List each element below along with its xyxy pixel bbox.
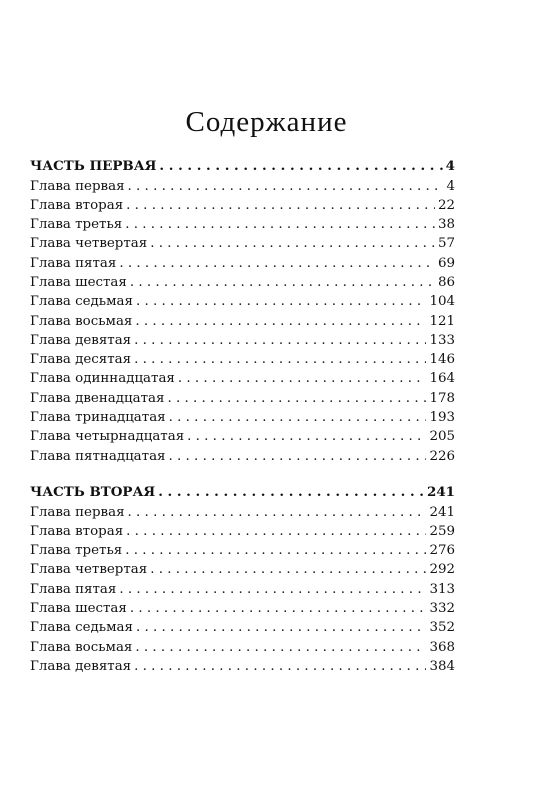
chapter-label: Глава шестая <box>30 600 127 616</box>
toc-chapter-entry[interactable] <box>30 254 455 273</box>
chapter-label: Глава вторая <box>30 523 124 539</box>
toc-chapter-entry[interactable] <box>30 369 455 388</box>
chapter-label: Глава седьмая <box>30 294 133 310</box>
dot-leader <box>128 503 427 522</box>
chapter-label: Глава четвертая <box>30 562 148 578</box>
chapter-list <box>30 503 455 677</box>
chapter-label: Глава одиннадцатая <box>30 371 175 387</box>
toc-chapter-entry[interactable] <box>30 292 455 311</box>
chapter-label: Глава четырнадцатая <box>30 429 185 445</box>
chapter-label: Глава третья <box>30 217 123 233</box>
chapter-page-number: 4 <box>446 178 455 194</box>
toc-chapter-entry[interactable] <box>30 177 455 196</box>
chapter-label: Глава четвертая <box>30 236 148 252</box>
dot-leader <box>159 156 442 177</box>
toc-chapter-entry[interactable] <box>30 503 455 522</box>
toc-part-2 <box>30 482 455 676</box>
chapter-label: Глава пятая <box>30 255 117 271</box>
chapter-label: Глава шестая <box>30 274 127 290</box>
toc-chapter-entry[interactable] <box>30 389 455 408</box>
chapter-label: Глава первая <box>30 504 125 520</box>
chapter-label: Глава десятая <box>30 352 132 368</box>
chapter-label: Глава седьмая <box>30 620 133 636</box>
chapter-page-number: 384 <box>429 658 455 674</box>
dot-leader <box>158 482 424 503</box>
part-page-number: 4 <box>445 158 455 174</box>
dot-leader <box>167 389 426 408</box>
dot-leader <box>134 331 426 350</box>
dot-leader <box>135 638 426 657</box>
chapter-label: Глава пятая <box>30 581 117 597</box>
toc-chapter-entry[interactable] <box>30 447 455 466</box>
chapter-label: Глава восьмая <box>30 313 133 329</box>
dot-leader <box>136 292 426 311</box>
chapter-page-number: 121 <box>429 313 455 329</box>
chapter-page-number: 292 <box>429 562 455 578</box>
toc-chapter-entry[interactable] <box>30 273 455 292</box>
toc-chapter-entry[interactable] <box>30 560 455 579</box>
chapter-list <box>30 177 455 466</box>
toc-part-heading[interactable] <box>30 482 455 503</box>
dot-leader <box>187 427 426 446</box>
chapter-label: Глава вторая <box>30 197 124 213</box>
toc-chapter-entry[interactable] <box>30 312 455 331</box>
toc-chapter-entry[interactable] <box>30 522 455 541</box>
toc-chapter-entry[interactable] <box>30 331 455 350</box>
chapter-page-number: 259 <box>429 523 455 539</box>
chapter-label: Глава пятнадцатая <box>30 448 166 464</box>
dot-leader <box>128 177 444 196</box>
dot-leader <box>126 196 435 215</box>
chapter-page-number: 313 <box>429 581 455 597</box>
page-title: Содержание <box>185 106 348 138</box>
dot-leader <box>134 657 426 676</box>
dot-leader <box>135 312 426 331</box>
chapter-page-number: 241 <box>429 504 455 520</box>
toc-chapter-entry[interactable] <box>30 599 455 618</box>
chapter-label: Глава двенадцатая <box>30 390 165 406</box>
toc-chapter-entry[interactable] <box>30 408 455 427</box>
dot-leader <box>150 234 435 253</box>
chapter-label: Глава восьмая <box>30 639 133 655</box>
chapter-page-number: 205 <box>429 429 455 445</box>
toc-chapter-entry[interactable] <box>30 638 455 657</box>
dot-leader <box>136 618 426 637</box>
chapter-label: Глава тринадцатая <box>30 410 166 426</box>
dot-leader <box>150 560 426 579</box>
toc-chapter-entry[interactable] <box>30 215 455 234</box>
chapter-page-number: 133 <box>429 332 455 348</box>
dot-leader <box>134 350 426 369</box>
chapter-page-number: 276 <box>429 543 455 559</box>
toc-chapter-entry[interactable] <box>30 580 455 599</box>
toc-chapter-entry[interactable] <box>30 196 455 215</box>
chapter-label: Глава первая <box>30 178 125 194</box>
part-page-number: 241 <box>427 484 455 500</box>
chapter-page-number: 164 <box>429 371 455 387</box>
toc-chapter-entry[interactable] <box>30 350 455 369</box>
chapter-page-number: 69 <box>437 255 455 271</box>
dot-leader <box>125 215 435 234</box>
dot-leader <box>119 254 435 273</box>
dot-leader <box>130 273 435 292</box>
chapter-page-number: 178 <box>429 390 455 406</box>
dot-leader <box>130 599 427 618</box>
part-label: ЧАСТЬ ПЕРВАЯ <box>30 158 157 174</box>
dot-leader <box>169 447 427 466</box>
toc-chapter-entry[interactable] <box>30 427 455 446</box>
dot-leader <box>178 369 427 388</box>
chapter-label: Глава девятая <box>30 658 132 674</box>
toc-part-1 <box>30 156 455 466</box>
chapter-label: Глава третья <box>30 543 123 559</box>
chapter-page-number: 352 <box>429 620 455 636</box>
chapter-page-number: 226 <box>429 448 455 464</box>
part-label: ЧАСТЬ ВТОРАЯ <box>30 484 156 500</box>
toc-chapter-entry[interactable] <box>30 618 455 637</box>
toc-chapter-entry[interactable] <box>30 234 455 253</box>
chapter-page-number: 38 <box>437 217 455 233</box>
toc-part-heading[interactable] <box>30 156 455 177</box>
chapter-page-number: 104 <box>429 294 455 310</box>
dot-leader <box>119 580 426 599</box>
chapter-page-number: 368 <box>429 639 455 655</box>
toc-chapter-entry[interactable] <box>30 541 455 560</box>
chapter-page-number: 193 <box>429 410 455 426</box>
chapter-page-number: 332 <box>429 600 455 616</box>
chapter-label: Глава девятая <box>30 332 132 348</box>
chapter-page-number: 57 <box>437 236 455 252</box>
dot-leader <box>126 522 426 541</box>
chapter-page-number: 22 <box>437 197 455 213</box>
chapter-page-number: 146 <box>429 352 455 368</box>
dot-leader <box>125 541 426 560</box>
dot-leader <box>169 408 427 427</box>
chapter-page-number: 86 <box>437 274 455 290</box>
toc-chapter-entry[interactable] <box>30 657 455 676</box>
